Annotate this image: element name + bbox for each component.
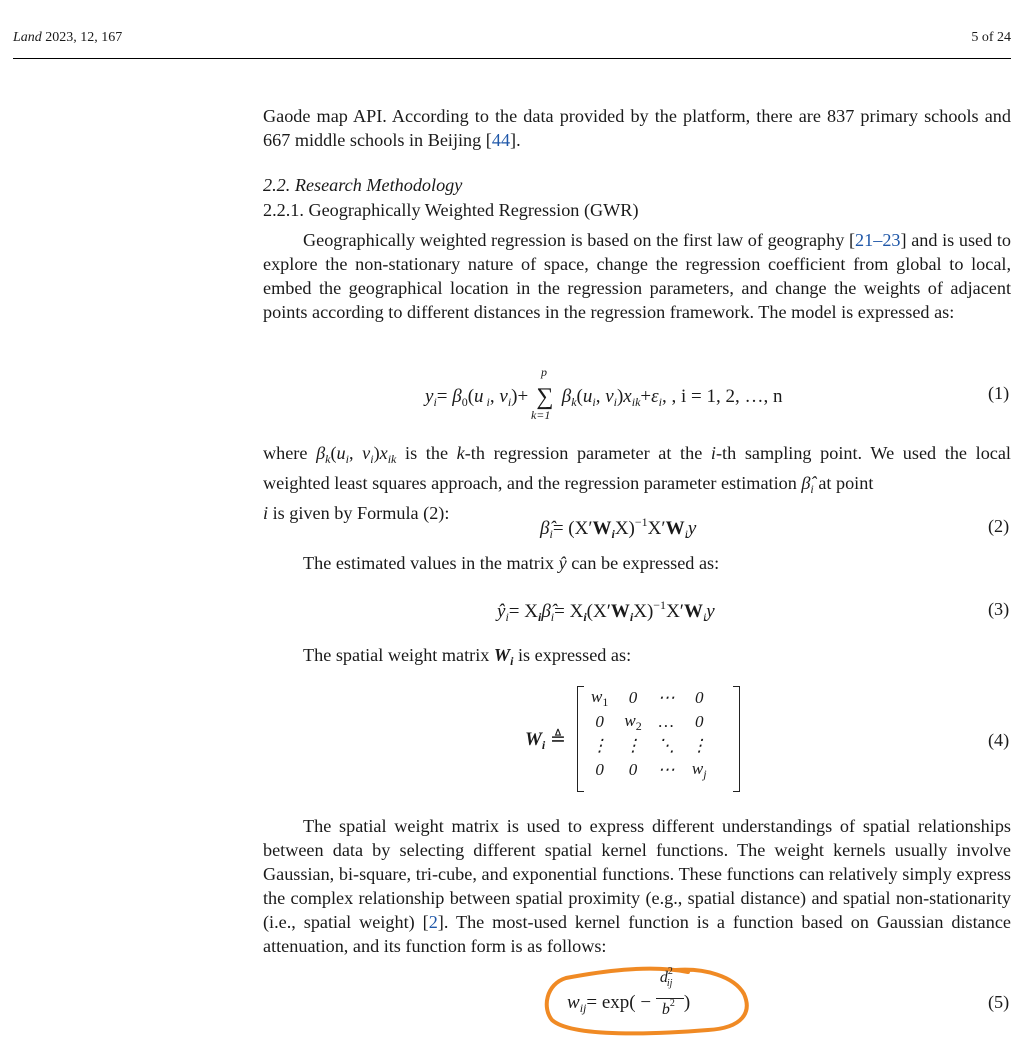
p3-text: can be expressed as: [566, 553, 720, 573]
p2-var-k: k [456, 443, 465, 463]
p2-text: is the [396, 443, 457, 463]
matrix-right-bracket [733, 686, 740, 792]
journal-name: Land [13, 30, 42, 45]
equation-2: $\betâ_i= (X'W_iX)^{-1}X'W_iy$ [540, 515, 697, 541]
gwr-text: Geographically weighted regression is based on the first law of geography [ [303, 230, 856, 250]
p2-text: -th sampling point. We used the local weighted least squares approach, and the regression parameter estimation [263, 443, 1011, 493]
citation-link[interactable]: 44 [491, 130, 511, 150]
header-rule [13, 58, 1011, 59]
running-header [13, 30, 122, 46]
subsection-heading: 2.2.1. Geographically Weighted Regression (GWR) [263, 200, 639, 220]
equation-3: $ŷ_i=$ $X_i\betâ_i= X_i(X'W_iX)^{-1}X'W_iy$ [497, 598, 715, 624]
gwr-text-end: ] and is used to explore the non-stationary nature of space, change the regression coefficient from global to local, embed the geographical location in the regression parameters, and change the weights of adjacent points according to different distances in the regression framework. The model is expressed as: [263, 230, 1012, 322]
journal-citation: 2023, 12, 167 [41, 30, 123, 45]
equation-number-2: (2) [988, 516, 1010, 536]
matrix-paragraph: The estimated values in the matrix ŷ can be expressed as: [303, 553, 720, 573]
equation-number-1: (1) [988, 383, 1010, 403]
equation-5: $w_{ij}= \exp$( − $\frac{d^2_{ij}}{b^2}$ ) [567, 966, 691, 1018]
gwr-paragraph [263, 228, 1011, 324]
eq1-tail: , i = 1, 2, …, n [671, 386, 783, 407]
section-heading: 2.2. Research Methodology [263, 175, 463, 195]
weight-matrix-paragraph: The spatial weight matrix $W_i$ is expressed as: [303, 645, 632, 668]
p2-var-i: i [710, 443, 716, 463]
intro-text: Gaode map API. According to the data provided by the platform, there are 837 primary schools and 667 middle schools in Beijing [ [263, 106, 1011, 150]
matrix-row: $w_1$ 0 ⋯ 0 [591, 686, 704, 709]
p2-text: -th regression parameter at the [464, 443, 711, 463]
p2-text: at point [813, 473, 874, 493]
equation-number-5: (5) [988, 992, 1010, 1012]
p5-text: The spatial weight matrix is used to express different understandings of spatial relationships between data by selecting different spatial kernel functions. The weight kernels usually involve Gaussian, bi-square, tri-cube, and exponential functions. These functions can relatively simply express the complex relationship between spatial proximity (e.g., spatial distance) and spatial non-stationarity (i.e., spatial weight) [ [263, 816, 1011, 932]
matrix-row: 0 0 ⋯ $w_j$ [595, 758, 707, 781]
weight-matrix [577, 686, 740, 792]
sum-upper-limit: p [540, 365, 547, 379]
matrix-row: 0 $w_2$ … 0 [595, 710, 704, 733]
citation-link[interactable]: 21–23 [855, 230, 901, 250]
equation-1: $y_i= \beta_0(u$ $_i$, $v_i)+$ p ∑ k=1 $\beta_k(u_i$, $v_i)x_{ik}+\varepsilon_i$, , i = 1, 2, …, n [425, 365, 783, 422]
equation-number-4: (4) [988, 730, 1010, 750]
page-number: 5 of 24 [971, 30, 1011, 45]
p3-text: The estimated values in the matrix [303, 553, 559, 573]
p2-var-i: i [263, 503, 269, 523]
citation-link[interactable]: 2 [428, 912, 438, 932]
sum-lower-limit: k=1 [530, 408, 551, 422]
intro-text-end: ]. [510, 130, 521, 150]
matrix-row: ⋮ ⋮ ⋱ ⋮ [591, 736, 708, 755]
intro-paragraph [263, 104, 1011, 152]
p4-text: The spatial weight matrix [303, 645, 494, 665]
p2-text: is given by Formula (2): [268, 503, 450, 523]
equation-number-3: (3) [988, 599, 1010, 619]
matrix-lhs: $W_i$ ≜ [525, 729, 566, 752]
p2-text: where [263, 443, 317, 463]
estimation-paragraph: where $\beta_k(u_i$, $v_i)x_{ik}$ is the k-th regression parameter at the i-th sampling point. We used the local weighted least squares approach, and the regression parameter estimation $\betâ_i$ at point i is given by Formula (2): [263, 443, 1011, 523]
matrix-body [583, 686, 716, 782]
p4-text: is expressed as: [513, 645, 632, 665]
p5-text: ]. The most-used kernel function is a function based on Gaussian distance attenuation, and its function form is as follows: [263, 912, 1011, 956]
kernel-paragraph [263, 814, 1011, 958]
